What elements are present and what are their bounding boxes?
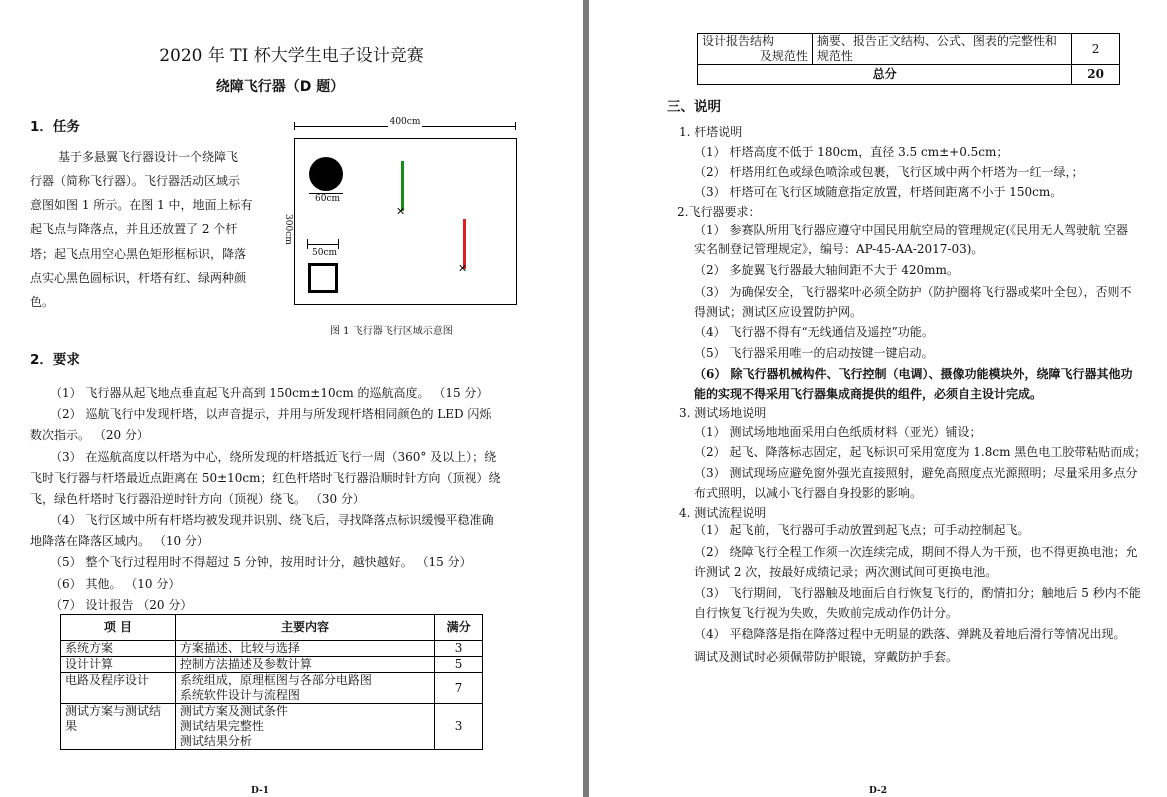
table-cell-score: 7 [435,673,483,704]
note-line: 4. 测试流程说明 [679,506,767,520]
green-tower-base-mark: ✕ [396,205,406,218]
table-cell-content [175,704,434,750]
requirement-line: （4） 飞行区域中所有杆塔均被发现并识别、绕飞后，寻找降落点标识缓慢平稳准确 [50,513,494,527]
table-row [61,657,483,673]
table-row [698,34,1120,65]
note-line: （3） 测试现场应避免窗外强光直接照射，避免高照度点光源照明；尽量采用多点分 [694,466,1138,480]
figure-height-label: 300cm [283,214,293,245]
note-line: 许测试 2 次，按最好成绩记录；两次测试间可更换电池。 [694,565,998,579]
content-line: 摘要、报告正文结构、公式、图表的完整性和 [816,34,1057,48]
task-line: 起飞点与降落点，并且还放置了 2 个杆 [30,222,238,236]
note-line: （3） 为确保安全，飞行器桨叶必须全防护（防护圈将飞行器或桨叶全包），否则不 [694,285,1132,299]
problem-title: 绕障飞行器（D 题） [215,79,345,95]
circle-diameter-label: 60cm [315,194,341,204]
note-line: （1） 参赛队所用飞行器应遵守中国民用航空局的管理规定(《民用无人驾驶航 空器 [694,223,1128,237]
task-line: 色。 [30,295,55,309]
total-label: 总分 [698,65,1072,85]
task-line: 塔；起飞点用空心黑色矩形框标识，降落 [30,247,247,261]
requirement-line: 数次指示。 （20 分） [30,428,149,442]
content-line: 系统软件设计与流程图 [179,688,300,702]
square-side-label: 50cm [312,248,338,258]
takeoff-point-square [308,263,338,293]
content-line: 系统组成，原理框图与各部分电路图 [179,673,372,687]
table-cell-item [698,34,813,65]
note-line: 3. 测试场地说明 [679,406,767,420]
note-line: （1） 起飞前，飞行器可手动放置到起飞点；可手动控制起飞。 [694,523,1030,537]
note-line: （2） 多旋翼飞行器最大轴间距不大于 420mm。 [694,263,959,277]
flight-area-diagram [283,138,517,305]
task-line: 基于多悬翼飞行器设计一个绕障飞 [58,150,239,164]
item-line: 及规范性 [759,49,808,63]
content-line: 规范性 [816,49,853,63]
table-cell-score: 3 [435,641,483,657]
note-line: （3） 杆塔可在飞行区域随意指定放置，杆塔间距离不小于 150cm。 [694,185,1063,199]
figure-width-dimension [294,117,516,130]
green-tower [401,161,404,211]
figure-width-label: 400cm [389,117,421,127]
requirement-line: （1） 飞行器从起飞地点垂直起飞升高到 150cm±10cm 的巡航高度。 （15 分） [50,386,489,400]
note-line: （2） 起飞、降落标志固定，起飞标识可采用宽度为 1.8cm 黑色电工胶带粘贴而成； [694,445,1147,459]
table-cell-content [175,673,434,704]
task-line: 意图如图 1 所示。在图 1 中，地面上标有 [30,198,253,212]
document-page-1 [0,0,583,797]
requirement-line: 地降落在降落区域内。 （10 分） [30,534,209,548]
table-cell-item: 电路及程序设计 [61,673,176,704]
note-line: （4） 飞行器不得有“无线通信及遥控”功能。 [694,325,934,339]
section-heading-requirements: 2．要求 [30,352,80,368]
note-line: 调试及测试时必须佩带防护眼镜，穿戴防护手套。 [694,650,959,664]
requirement-line: （3） 在巡航高度以杆塔为中心，绕所发现的杆塔抵近飞行一周（360° 及以上）；绕 [50,450,497,464]
table-cell-content [812,34,1071,65]
contest-title: 2020 年 TI 杯大学生电子设计竞赛 [159,46,424,66]
table-row [61,704,483,750]
requirement-line: 飞，绿色杆塔时飞行器沿逆时针方向（顶视）绕飞。 （30 分） [30,492,365,506]
note-line: 2.飞行器要求： [677,205,761,219]
item-line: 设计报告结构 [702,34,775,48]
note-line: （5） 飞行器采用唯一的启动按键一键启动。 [694,346,934,360]
requirement-line: 飞时飞行器与杆塔最近点距离在 50±10cm；红色杆塔时飞行器沿顺时针方向（顶视）绕 [30,471,501,485]
note-line: （1） 杆塔高度不低于 180cm，直径 3.5 cm±+0.5cm； [694,145,1009,159]
requirement-line: （5） 整个飞行过程用时不得超过 5 分钟，按用时计分，越快越好。 （15 分） [50,555,472,569]
note-line-bold: （6） 除飞行器机械构件、飞行控制（电调）、摄像功能模块外，绕障飞行器其他功 [694,367,1133,381]
requirement-line: （7） 设计报告 （20 分） [50,598,193,612]
table-cell-score: 3 [435,704,483,750]
note-line: （1） 测试场地地面采用白色纸质材料（亚光）铺设； [694,425,982,439]
table-row [61,673,483,704]
requirement-line: （6） 其他。 （10 分） [50,577,181,591]
table-cell-score: 5 [435,657,483,673]
total-score: 20 [1072,65,1120,85]
table-cell-item: 系统方案 [61,641,176,657]
landing-point-circle [309,157,343,191]
table-cell-item: 测试方案与测试结果 [61,704,176,750]
content-line: 测试结果完整性 [179,719,264,733]
page-number: D-2 [869,786,887,796]
report-scoring-table [60,614,483,750]
page-number: D-1 [251,786,269,796]
table-cell-content: 控制方法描述及参数计算 [175,657,434,673]
table-cell-item: 设计计算 [61,657,176,673]
note-line: （4） 平稳降落是指在降落过程中无明显的跌落、弹跳及着地后滑行等情况出现。 [694,627,1126,641]
table-cell-score: 2 [1072,34,1120,65]
note-line: （2） 绕障飞行全程工作须一次连续完成，期间不得人为干预，也不得更换电池；允 [694,545,1138,559]
section-heading-task: 1．任务 [30,119,80,135]
section-heading-notes: 三、说明 [667,99,721,115]
red-tower-base-mark: ✕ [458,262,468,275]
note-line: 布式照明，以减小飞行器自身投影的影响。 [694,486,923,500]
table-total-row [698,65,1120,85]
note-line: 1. 杆塔说明 [679,125,743,139]
content-line: 测试结果分析 [179,734,252,748]
report-scoring-table-continued [697,33,1120,85]
table-header: 项 目 [61,615,176,641]
note-line: 得测试；测试区应设置防护网。 [694,305,863,319]
note-line: 自行恢复飞行视为失败，失败前完成动作仍计分。 [694,606,959,620]
note-line: （3） 飞行期间，飞行器触及地面后自行恢复飞行的，酌情扣分；触地后 5 秒内不能 [694,586,1141,600]
task-line: 行器（简称飞行器）。飞行器活动区域示 [30,174,241,188]
figure-caption: 图 1 飞行器飞行区域示意图 [330,326,453,337]
table-cell-content: 方案描述、比较与选择 [175,641,434,657]
note-line: 实名制登记管理规定》，编号：AP-45-AA-2017-03)。 [694,242,984,256]
note-line: （2） 杆塔用红色或绿色喷涂或包裹，飞行区域中两个杆塔为一红一绿，； [694,165,1084,179]
note-line-bold: 能的实现不得采用飞行器集成商提供的组件，必须自主设计完成。 [694,387,1043,401]
table-row [61,641,483,657]
requirement-line: （2） 巡航飞行中发现杆塔，以声音提示，并用与所发现杆塔相同颜色的 LED 闪烁 [50,407,492,421]
content-line: 测试方案及测试条件 [179,704,288,718]
table-header: 满分 [435,615,483,641]
table-header: 主要内容 [175,615,434,641]
task-line: 点实心黑色圆标识，杆塔有红、绿两种颜 [30,271,247,285]
document-page-2 [589,0,1167,797]
